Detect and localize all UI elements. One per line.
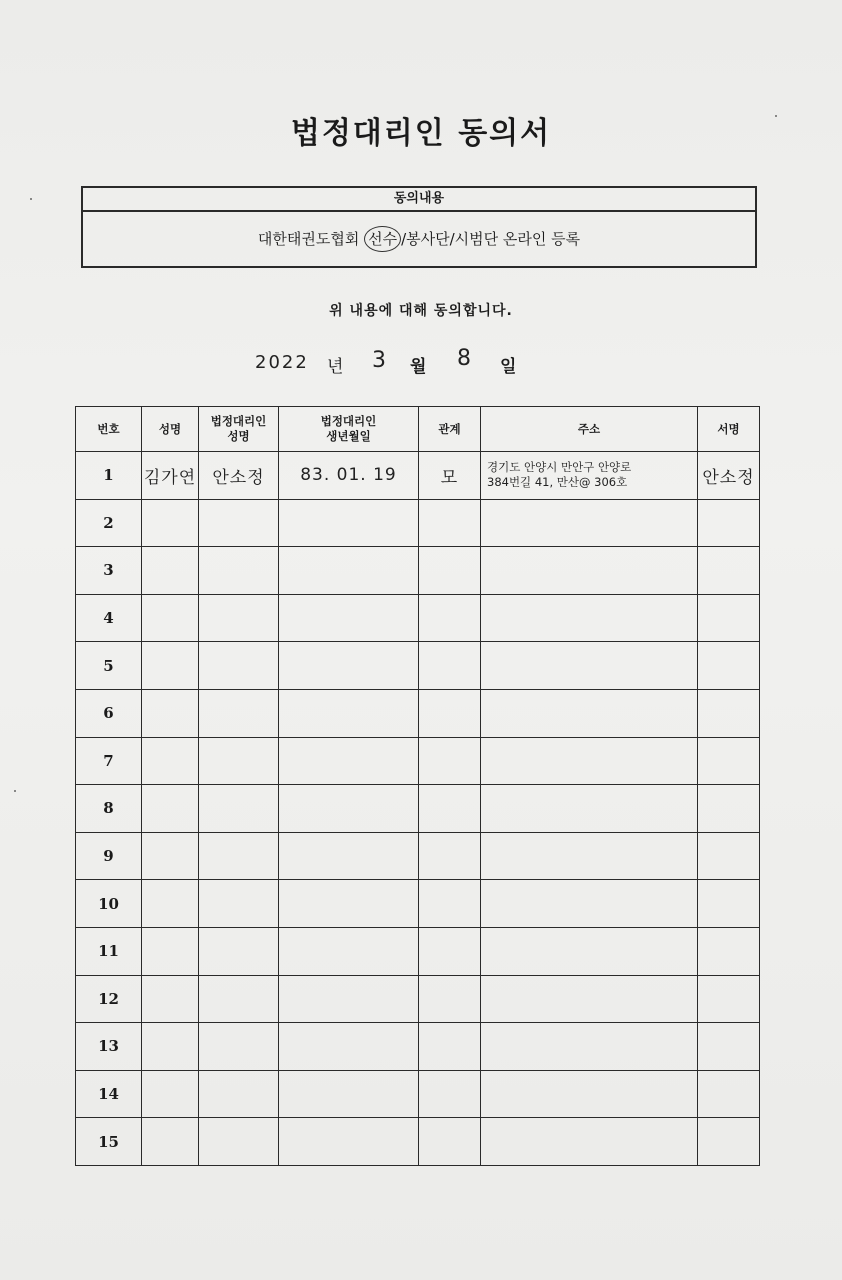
cell-name	[142, 642, 199, 690]
cell-signature	[698, 499, 760, 547]
cell-address	[481, 785, 698, 833]
cell-guardian-birth	[279, 689, 419, 737]
cell-guardian-birth	[279, 785, 419, 833]
consent-box	[81, 186, 757, 268]
date-month-label: 월	[410, 357, 427, 377]
cell-guardian-name	[199, 452, 279, 500]
cell-address	[481, 737, 698, 785]
cell-signature	[698, 880, 760, 928]
cell-relation	[419, 452, 481, 500]
table-row	[76, 927, 760, 975]
cell-name	[142, 547, 199, 595]
cell-relation	[419, 927, 481, 975]
cell-guardian-birth	[279, 927, 419, 975]
table-header-row	[76, 407, 760, 452]
consent-header: 동의내용	[83, 188, 755, 212]
cell-signature	[698, 594, 760, 642]
header-no: 번호	[76, 407, 142, 452]
table-row	[76, 1118, 760, 1166]
cell-guardian-birth	[279, 1070, 419, 1118]
table-row	[76, 785, 760, 833]
cell-guardian-birth	[279, 737, 419, 785]
row-number: 13	[76, 1023, 142, 1071]
consent-circled-option: 선수	[364, 226, 401, 252]
table-row	[76, 737, 760, 785]
cell-relation	[419, 832, 481, 880]
header-guardian-name-label: 법정대리인 성명	[210, 414, 267, 443]
date-year: 2022	[255, 352, 309, 373]
cell-name	[142, 785, 199, 833]
cell-signature	[698, 785, 760, 833]
paper-speck	[14, 790, 16, 792]
cell-address	[481, 880, 698, 928]
cell-guardian-birth	[279, 880, 419, 928]
table-row	[76, 975, 760, 1023]
cell-relation	[419, 594, 481, 642]
cell-name	[142, 1023, 199, 1071]
row-number: 5	[76, 642, 142, 690]
consent-content	[83, 212, 755, 266]
date-day-label: 일	[500, 357, 517, 377]
cell-guardian-name	[199, 737, 279, 785]
header-guardian-birth-label: 법정대리인 생년월일	[320, 414, 377, 443]
cell-address	[481, 1070, 698, 1118]
cell-guardian-name	[199, 832, 279, 880]
cell-signature	[698, 642, 760, 690]
cell-signature	[698, 689, 760, 737]
cell-guardian-birth	[279, 642, 419, 690]
row-number: 6	[76, 689, 142, 737]
cell-signature	[698, 927, 760, 975]
cell-address	[481, 547, 698, 595]
cell-relation	[419, 1070, 481, 1118]
cell-address	[481, 832, 698, 880]
cell-guardian-name	[199, 1070, 279, 1118]
cell-name	[142, 1070, 199, 1118]
cell-relation	[419, 689, 481, 737]
cell-signature	[698, 832, 760, 880]
row-number: 14	[76, 1070, 142, 1118]
row-number: 10	[76, 880, 142, 928]
cell-address	[481, 1118, 698, 1166]
cell-relation-text: 모	[440, 467, 459, 488]
cell-guardian-birth	[279, 547, 419, 595]
cell-guardian-name	[199, 975, 279, 1023]
cell-guardian-name	[199, 499, 279, 547]
row-number: 12	[76, 975, 142, 1023]
row-number: 1	[76, 452, 142, 500]
cell-name	[142, 927, 199, 975]
cell-guardian-birth	[279, 499, 419, 547]
cell-name	[142, 975, 199, 1023]
cell-relation	[419, 737, 481, 785]
row-number: 4	[76, 594, 142, 642]
date-month: 3	[372, 348, 386, 373]
header-name: 성명	[142, 407, 199, 452]
cell-guardian-birth	[279, 1118, 419, 1166]
row-number: 11	[76, 927, 142, 975]
cell-guardian-name	[199, 785, 279, 833]
table-row	[76, 547, 760, 595]
date-day: 8	[457, 346, 471, 371]
cell-relation	[419, 642, 481, 690]
cell-address	[481, 1023, 698, 1071]
cell-guardian-name	[199, 1118, 279, 1166]
table-row	[76, 1023, 760, 1071]
header-guardian-birth	[279, 407, 419, 452]
row-number: 3	[76, 547, 142, 595]
cell-address	[481, 975, 698, 1023]
cell-signature	[698, 737, 760, 785]
table-row	[76, 1070, 760, 1118]
table-row	[76, 499, 760, 547]
table-row	[76, 689, 760, 737]
consent-suffix: /봉사단/시범단 온라인 등록	[401, 230, 581, 248]
cell-signature	[698, 1118, 760, 1166]
table-row	[76, 642, 760, 690]
cell-signature	[698, 1070, 760, 1118]
cell-name	[142, 832, 199, 880]
cell-guardian-name	[199, 547, 279, 595]
cell-name	[142, 1118, 199, 1166]
cell-name	[142, 452, 199, 500]
cell-relation	[419, 1118, 481, 1166]
table-row	[76, 594, 760, 642]
row-number: 15	[76, 1118, 142, 1166]
date-row	[0, 346, 842, 380]
cell-address	[481, 689, 698, 737]
cell-address-line1: 경기도 안양시 만안구 안양로	[487, 460, 632, 475]
cell-relation	[419, 785, 481, 833]
header-relation: 관계	[419, 407, 481, 452]
paper-speck	[775, 115, 777, 117]
agree-statement: 위 내용에 대해 동의합니다.	[329, 303, 513, 319]
cell-name	[142, 737, 199, 785]
row-number: 7	[76, 737, 142, 785]
cell-relation	[419, 547, 481, 595]
cell-guardian-birth	[279, 975, 419, 1023]
header-signature: 서명	[698, 407, 760, 452]
cell-guardian-name	[199, 880, 279, 928]
table-row	[76, 832, 760, 880]
row-number: 8	[76, 785, 142, 833]
table-row	[76, 880, 760, 928]
document-title: 법정대리인 동의서	[290, 116, 552, 151]
cell-relation	[419, 975, 481, 1023]
cell-guardian-name-text: 안소정	[212, 467, 265, 488]
row-number: 9	[76, 832, 142, 880]
cell-signature	[698, 1023, 760, 1071]
cell-signature	[698, 975, 760, 1023]
cell-name-text: 김가연	[143, 467, 197, 488]
paper-speck	[30, 198, 32, 200]
header-address: 주소	[481, 407, 698, 452]
cell-guardian-birth	[279, 594, 419, 642]
cell-address	[481, 499, 698, 547]
cell-relation	[419, 880, 481, 928]
cell-guardian-name	[199, 927, 279, 975]
cell-relation	[419, 1023, 481, 1071]
header-guardian-name	[199, 407, 279, 452]
date-year-label: 년	[327, 357, 344, 377]
cell-guardian-birth	[279, 1023, 419, 1071]
cell-guardian-birth	[279, 832, 419, 880]
cell-name	[142, 594, 199, 642]
cell-relation	[419, 499, 481, 547]
cell-address	[481, 452, 698, 500]
cell-address	[481, 642, 698, 690]
cell-signature	[698, 452, 760, 500]
guardian-table	[75, 406, 760, 1166]
cell-name	[142, 880, 199, 928]
cell-signature	[698, 547, 760, 595]
cell-name	[142, 499, 199, 547]
cell-guardian-name	[199, 689, 279, 737]
cell-guardian-name	[199, 1023, 279, 1071]
consent-prefix: 대한태권도협회	[257, 230, 365, 248]
cell-guardian-birth-text: 83. 01. 19	[300, 465, 397, 486]
cell-address	[481, 927, 698, 975]
cell-address	[481, 594, 698, 642]
cell-guardian-birth	[279, 452, 419, 500]
row-number: 2	[76, 499, 142, 547]
cell-name	[142, 689, 199, 737]
cell-guardian-name	[199, 642, 279, 690]
cell-address-line2: 384번길 41, 만산@ 306호	[487, 475, 628, 490]
cell-signature-text: 안소정	[702, 467, 755, 488]
cell-guardian-name	[199, 594, 279, 642]
table-row	[76, 452, 760, 500]
